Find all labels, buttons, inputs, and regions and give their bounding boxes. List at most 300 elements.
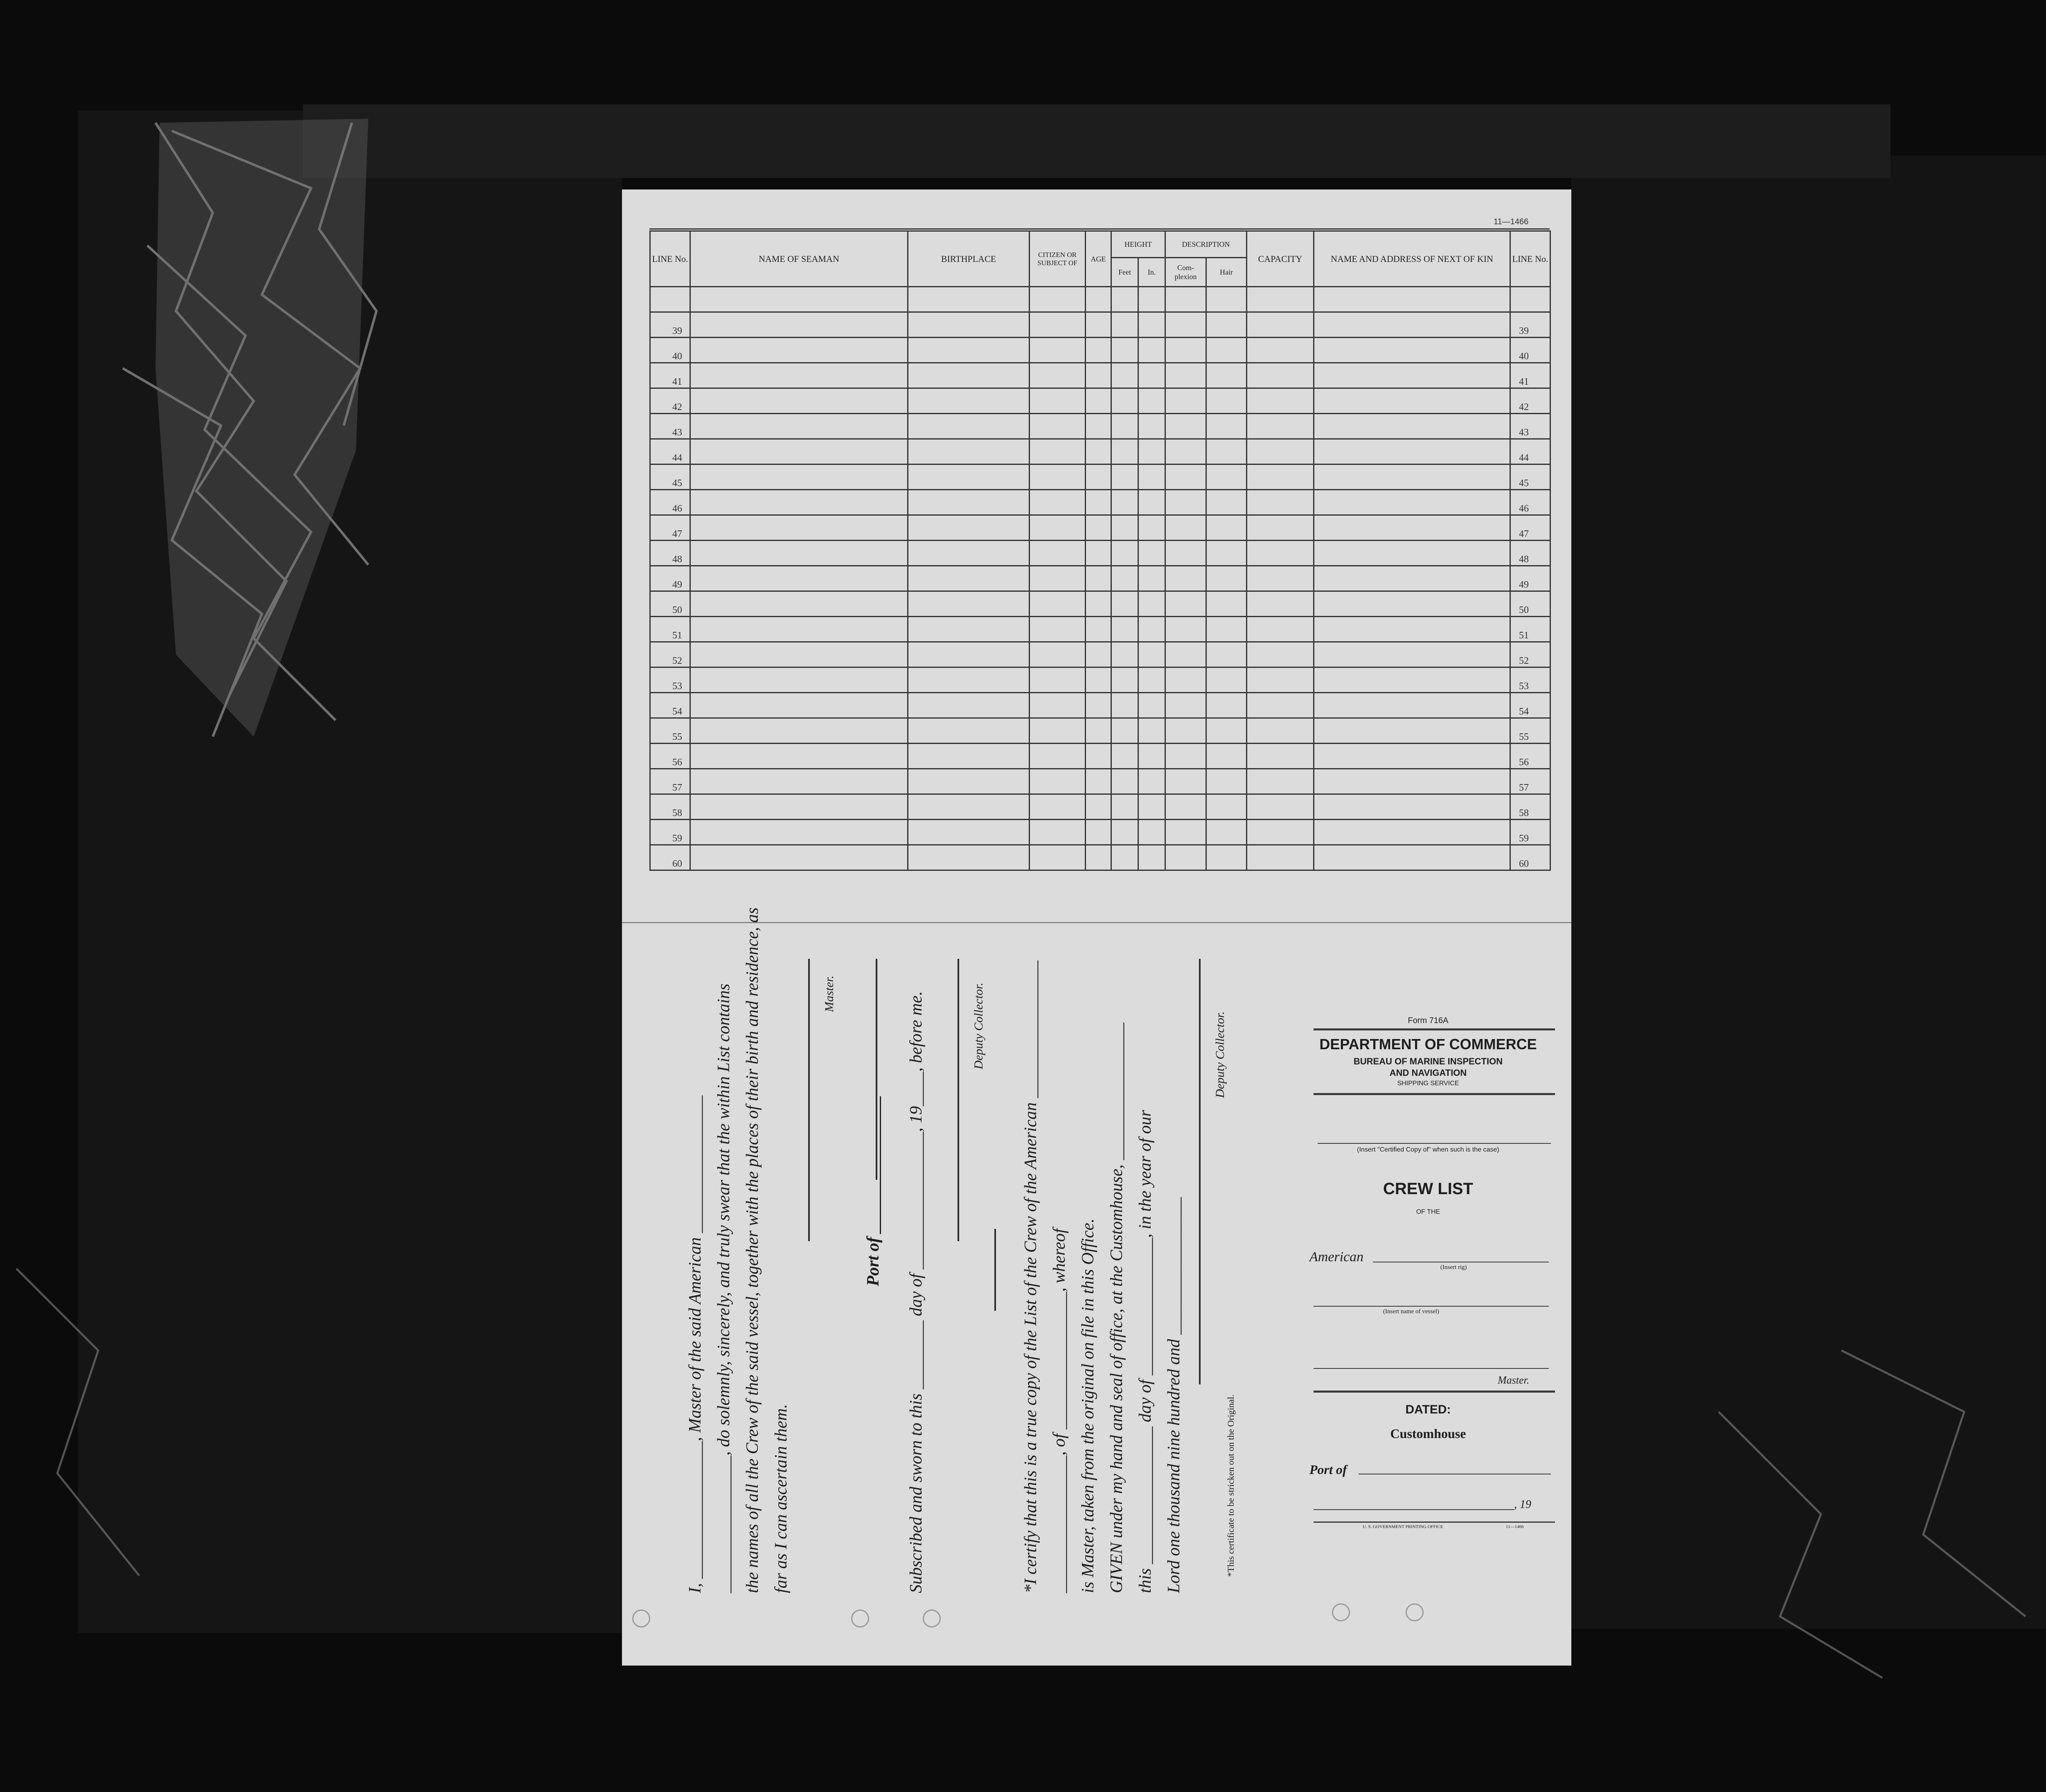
table-row (650, 642, 1550, 667)
customhouse-label: Customhouse (1390, 1426, 1466, 1441)
form-number: Form 716A (1408, 1016, 1449, 1025)
line-number-left: 41 (650, 363, 690, 388)
table-cell (908, 744, 1030, 769)
table-cell (1138, 617, 1165, 642)
punch-hole (632, 1609, 650, 1627)
line-number-left: 55 (650, 718, 690, 744)
table-cell (1206, 464, 1247, 490)
table-row (650, 388, 1550, 414)
line-number-left: 47 (650, 515, 690, 541)
table-cell (1030, 338, 1086, 363)
table-cell (1030, 591, 1086, 617)
line-number-left: 43 (650, 414, 690, 439)
table-cell (1314, 490, 1510, 515)
crew-list-title: CREW LIST (1383, 1180, 1473, 1198)
table-row (650, 338, 1550, 363)
table-cell (1111, 338, 1138, 363)
american-label: American (1309, 1249, 1364, 1265)
table-row (650, 312, 1550, 338)
table-cell (908, 591, 1030, 617)
table-cell (1247, 642, 1314, 667)
table-cell (1247, 769, 1314, 794)
table-cell (1111, 617, 1138, 642)
punch-hole (1332, 1603, 1350, 1621)
line-number-right: 39 (1510, 312, 1550, 338)
table-cell (1165, 338, 1206, 363)
table-cell (1247, 744, 1314, 769)
table-cell (1111, 820, 1138, 845)
table-cell (1165, 566, 1206, 591)
bureau-line-2: AND NAVIGATION (1389, 1068, 1467, 1078)
certified-copy-line (1318, 1143, 1551, 1144)
table-cell (1111, 515, 1138, 541)
table-cell (1314, 591, 1510, 617)
table-cell (1111, 794, 1138, 820)
shipping-service: SHIPPING SERVICE (1397, 1080, 1459, 1087)
of-the: OF THE (1416, 1208, 1440, 1215)
table-cell (1206, 338, 1247, 363)
table-cell (1111, 312, 1138, 338)
header-age: AGE (1086, 231, 1111, 287)
table-row (650, 845, 1550, 870)
table-cell (908, 414, 1030, 439)
table-row (650, 667, 1550, 693)
table-cell (1314, 667, 1510, 693)
table-cell (1314, 693, 1510, 718)
punch-hole (923, 1609, 941, 1627)
table-cell (1314, 617, 1510, 642)
line-number-right: 59 (1510, 820, 1550, 845)
table-cell (1030, 642, 1086, 667)
certify-line-5: this ________________ day of ________________, in the year of our (1136, 1110, 1155, 1593)
table-cell (1138, 769, 1165, 794)
table-cell (1206, 490, 1247, 515)
table-cell (1165, 363, 1206, 388)
header-feet: Feet (1111, 258, 1138, 287)
table-cell (1165, 388, 1206, 414)
table-cell (1111, 464, 1138, 490)
header-inches: In. (1138, 258, 1165, 287)
table-cell (1086, 642, 1111, 667)
table-cell (1165, 617, 1206, 642)
table-cell (1165, 769, 1206, 794)
table-cell (690, 464, 908, 490)
cover-panel (1301, 1004, 1555, 1618)
table-cell (908, 845, 1030, 870)
footnote: *This certificate to be stricken out on the Original. (1226, 1394, 1236, 1577)
table-row (650, 363, 1550, 388)
line-number-left: 58 (650, 794, 690, 820)
spacer-row (650, 287, 1550, 312)
table-cell (1030, 439, 1086, 464)
table-cell (1086, 591, 1111, 617)
header-description: DESCRIPTION (1165, 231, 1247, 258)
table-cell (1111, 845, 1138, 870)
table-cell (908, 312, 1030, 338)
table-cell (1165, 667, 1206, 693)
table-cell (1086, 388, 1111, 414)
table-cell (1030, 363, 1086, 388)
line-number-right: 51 (1510, 617, 1550, 642)
master-line (1314, 1368, 1549, 1369)
table-cell (1111, 541, 1138, 566)
table-cell (908, 617, 1030, 642)
table-cell (1030, 515, 1086, 541)
line-number-left: 56 (650, 744, 690, 769)
table-cell (1030, 794, 1086, 820)
table-cell (1111, 439, 1138, 464)
line-number-right: 43 (1510, 414, 1550, 439)
cover-rule-top (1314, 1028, 1555, 1030)
table-cell (1086, 566, 1111, 591)
backing-sheet-left (78, 110, 622, 1633)
table-cell (1165, 464, 1206, 490)
certify-line-6: Lord one thousand nine hundred and ________________ (1165, 1197, 1183, 1593)
table-cell (690, 490, 908, 515)
table-cell (1086, 693, 1111, 718)
dated-label: DATED: (1405, 1403, 1451, 1416)
table-cell (1247, 363, 1314, 388)
table-cell (1138, 566, 1165, 591)
table-cell (1138, 667, 1165, 693)
line-number-left: 57 (650, 769, 690, 794)
table-cell (1138, 541, 1165, 566)
table-cell (690, 312, 908, 338)
table-cell (1111, 718, 1138, 744)
table-cell (1165, 439, 1206, 464)
table-cell (1206, 363, 1247, 388)
table-cell (690, 693, 908, 718)
table-cell (1247, 515, 1314, 541)
table-row (650, 566, 1550, 591)
table-row (650, 591, 1550, 617)
line-number-left: 59 (650, 820, 690, 845)
table-row (650, 718, 1550, 744)
header-line-no-right: LINE No. (1510, 231, 1550, 287)
table-cell (1247, 338, 1314, 363)
table-cell (690, 718, 908, 744)
line-number-left: 53 (650, 667, 690, 693)
table-cell (1086, 769, 1111, 794)
table-cell (908, 490, 1030, 515)
table-cell (1206, 312, 1247, 338)
backing-strip-top (303, 104, 1891, 178)
certify-line-3: is Master, taken from the original on file in this Office. (1079, 1218, 1097, 1593)
header-complexion: Com-plexion (1165, 258, 1206, 287)
table-cell (1206, 414, 1247, 439)
header-name-of-seaman: NAME OF SEAMAN (690, 231, 908, 287)
table-cell (690, 794, 908, 820)
table-cell (690, 439, 908, 464)
table-cell (1314, 718, 1510, 744)
table-cell (1247, 414, 1314, 439)
table-cell (1314, 642, 1510, 667)
table-row (650, 769, 1550, 794)
insert-certified-note: (Insert "Certified Copy of" when such is the case) (1357, 1146, 1499, 1153)
table-cell (1247, 490, 1314, 515)
table-cell (1030, 820, 1086, 845)
table-row (650, 515, 1550, 541)
table-cell (1111, 363, 1138, 388)
table-cell (1111, 744, 1138, 769)
table-cell (1086, 541, 1111, 566)
table-cell (1111, 769, 1138, 794)
table-cell (1314, 414, 1510, 439)
certify-line-2: ________________, of ________________, whereof (1050, 1228, 1069, 1593)
year-19-label: , 19 (1514, 1498, 1531, 1511)
table-cell (1314, 845, 1510, 870)
table-cell (690, 515, 908, 541)
table-cell (1165, 515, 1206, 541)
punch-hole (1406, 1603, 1424, 1621)
table-cell (1030, 541, 1086, 566)
table-cell (1314, 769, 1510, 794)
table-cell (1314, 794, 1510, 820)
line-number-right: 49 (1510, 566, 1550, 591)
table-cell (908, 515, 1030, 541)
table-cell (1086, 515, 1111, 541)
table-cell (1086, 414, 1111, 439)
table-cell (1247, 617, 1314, 642)
table-cell (1247, 667, 1314, 693)
table-cell (908, 439, 1030, 464)
table-cell (1247, 566, 1314, 591)
table-cell (1138, 414, 1165, 439)
bureau-line-1: BUREAU OF MARINE INSPECTION (1353, 1056, 1503, 1066)
table-cell (908, 718, 1030, 744)
table-cell (1030, 769, 1086, 794)
table-cell (1247, 541, 1314, 566)
table-cell (1314, 515, 1510, 541)
table-cell (908, 338, 1030, 363)
table-cell (1086, 617, 1111, 642)
punch-hole (851, 1609, 869, 1627)
table-cell (1206, 769, 1247, 794)
table-cell (1138, 744, 1165, 769)
table-cell (690, 338, 908, 363)
line-number-right: 50 (1510, 591, 1550, 617)
top-rule (649, 228, 1550, 230)
table-cell (1247, 591, 1314, 617)
master-label: Master. (822, 975, 836, 1012)
table-cell (1111, 591, 1138, 617)
table-row (650, 820, 1550, 845)
line-number-right: 60 (1510, 845, 1550, 870)
line-number-right: 41 (1510, 363, 1550, 388)
table-cell (908, 693, 1030, 718)
header-capacity: CAPACITY (1247, 231, 1314, 287)
table-cell (1086, 794, 1111, 820)
line-number-right: 48 (1510, 541, 1550, 566)
line-number-left: 39 (650, 312, 690, 338)
insert-vessel-note: (Insert name of vessel) (1383, 1308, 1440, 1315)
short-rule (994, 1229, 996, 1311)
table-cell (908, 388, 1030, 414)
table-row (650, 414, 1550, 439)
table-cell (1206, 845, 1247, 870)
table-cell (908, 642, 1030, 667)
table-cell (1086, 718, 1111, 744)
table-cell (1111, 490, 1138, 515)
cover-rule-bottom (1314, 1522, 1555, 1523)
table-cell (1138, 718, 1165, 744)
table-cell (1314, 566, 1510, 591)
deputy-signature-line-2 (1199, 959, 1201, 1384)
table-cell (1165, 820, 1206, 845)
port-of-label: Port of (1309, 1462, 1347, 1477)
line-number-left: 40 (650, 338, 690, 363)
table-cell (1206, 515, 1247, 541)
table-cell (1138, 338, 1165, 363)
table-cell (1111, 693, 1138, 718)
table-cell (1030, 414, 1086, 439)
table-cell (908, 566, 1030, 591)
form-code-bottom: 11—1466 (1506, 1524, 1524, 1529)
table-cell (1247, 388, 1314, 414)
line-number-right: 44 (1510, 439, 1550, 464)
header-birthplace: BIRTHPLACE (908, 231, 1030, 287)
deputy-signature-line-1 (958, 959, 959, 1241)
table-cell (1206, 388, 1247, 414)
table-cell (908, 363, 1030, 388)
table-cell (908, 541, 1030, 566)
table-cell (1314, 338, 1510, 363)
table-cell (908, 820, 1030, 845)
table-cell (1111, 667, 1138, 693)
insert-rig-note: (Insert rig) (1440, 1264, 1467, 1271)
table-cell (690, 414, 908, 439)
table-cell (1086, 363, 1111, 388)
table-cell (1247, 794, 1314, 820)
table-row (650, 617, 1550, 642)
gpo-imprint: U. S. GOVERNMENT PRINTING OFFICE (1363, 1524, 1443, 1529)
table-cell (1206, 667, 1247, 693)
table-cell (1086, 490, 1111, 515)
line-number-left: 48 (650, 541, 690, 566)
table-cell (1111, 414, 1138, 439)
table-cell (1206, 439, 1247, 464)
line-number-left: 45 (650, 464, 690, 490)
table-cell (1206, 718, 1247, 744)
table-cell (1165, 642, 1206, 667)
table-cell (690, 388, 908, 414)
line-number-right: 58 (1510, 794, 1550, 820)
department-title: DEPARTMENT OF COMMERCE (1319, 1036, 1537, 1053)
table-cell (690, 744, 908, 769)
line-number-left: 52 (650, 642, 690, 667)
oath-line-3: the names of all the Crew of the said vessel, together with the places of their birth and residence, as (743, 907, 762, 1593)
table-cell (1314, 464, 1510, 490)
table-cell (690, 541, 908, 566)
master-label-cover: Master. (1498, 1374, 1530, 1386)
table-cell (1314, 820, 1510, 845)
table-cell (1111, 388, 1138, 414)
table-cell (1206, 591, 1247, 617)
table-cell (1030, 617, 1086, 642)
table-cell (1030, 490, 1086, 515)
table-cell (1247, 439, 1314, 464)
form-code-top: 11—1466 (1494, 217, 1529, 226)
line-number-right: 54 (1510, 693, 1550, 718)
table-cell (690, 591, 908, 617)
table-row (650, 464, 1550, 490)
table-cell (1206, 541, 1247, 566)
line-number-left: 46 (650, 490, 690, 515)
table-cell (1165, 718, 1206, 744)
table-cell (690, 566, 908, 591)
table-cell (1247, 464, 1314, 490)
deputy-collector-2: Deputy Collector. (1213, 1011, 1227, 1098)
line-number-left: 49 (650, 566, 690, 591)
table-cell (1314, 439, 1510, 464)
cover-rule-3 (1314, 1391, 1555, 1393)
backing-sheet-right (1571, 156, 2046, 1629)
table-cell (1086, 820, 1111, 845)
line-number-left: 50 (650, 591, 690, 617)
table-cell (1314, 541, 1510, 566)
table-cell (1206, 566, 1247, 591)
table-cell (1086, 744, 1111, 769)
table-cell (908, 464, 1030, 490)
table-cell (908, 794, 1030, 820)
table-cell (1030, 312, 1086, 338)
line-number-left: 51 (650, 617, 690, 642)
table-cell (1247, 693, 1314, 718)
table-cell (1138, 439, 1165, 464)
table-row (650, 439, 1550, 464)
table-cell (1138, 693, 1165, 718)
line-number-right: 42 (1510, 388, 1550, 414)
table-row (650, 693, 1550, 718)
table-cell (1138, 794, 1165, 820)
table-cell (1247, 820, 1314, 845)
line-number-right: 40 (1510, 338, 1550, 363)
table-cell (1165, 744, 1206, 769)
table-cell (1138, 515, 1165, 541)
crew-table (649, 230, 1550, 891)
table-cell (1247, 845, 1314, 870)
table-cell (1206, 744, 1247, 769)
table-row (650, 744, 1550, 769)
table-cell (690, 845, 908, 870)
table-cell (1165, 541, 1206, 566)
table-cell (1138, 591, 1165, 617)
table-cell (1206, 693, 1247, 718)
line-number-left: 60 (650, 845, 690, 870)
line-number-right: 53 (1510, 667, 1550, 693)
table-cell (1314, 388, 1510, 414)
certify-line-4: GIVEN under my hand and seal of office, at the Customhouse, ________________ (1107, 1022, 1126, 1593)
line-number-right: 52 (1510, 642, 1550, 667)
table-cell (1086, 312, 1111, 338)
table-cell (1206, 794, 1247, 820)
table-cell (1138, 363, 1165, 388)
certify-line-1: *I certify that this is a true copy of the List of the Crew of the American ________________ (1021, 960, 1040, 1593)
table-cell (1138, 464, 1165, 490)
fold-line (622, 922, 1571, 923)
table-cell (1030, 718, 1086, 744)
line-number-left: 42 (650, 388, 690, 414)
table-cell (1165, 490, 1206, 515)
table-cell (1086, 338, 1111, 363)
table-cell (1165, 693, 1206, 718)
table-cell (1030, 744, 1086, 769)
header-line-no: LINE No. (650, 231, 690, 287)
line-number-right: 55 (1510, 718, 1550, 744)
table-cell (1165, 312, 1206, 338)
line-number-left: 44 (650, 439, 690, 464)
table-cell (1165, 794, 1206, 820)
